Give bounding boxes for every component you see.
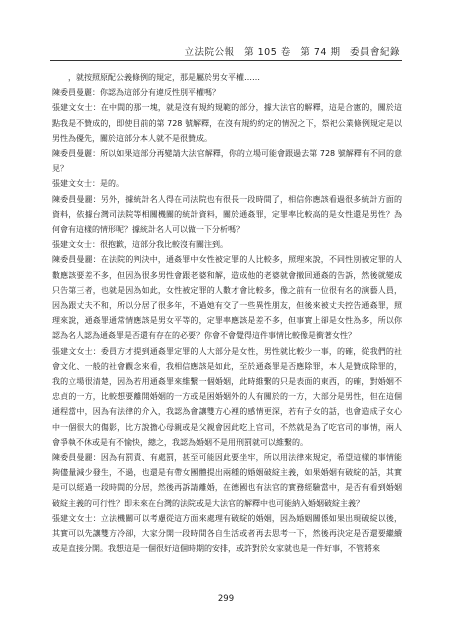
transcript-paragraph xyxy=(52,511,402,557)
speech-text: 立法機關可以考慮從這方面來處理有破綻的婚姻，因為婚姻關係如果出現破綻以後，其實可以先讓雙方冷卻，大家分開一段時間各自生活或者再去思考一下，然後再決定是否還要繼續或是直接分開。我想這是一個很好這個時期的安排，或許對於女家就也是一件好事，不管將來 xyxy=(52,513,402,554)
issue-label: 第 74 期 xyxy=(300,47,341,58)
speech-text: 另外，據統計名人得在司法院也有很長一段時間了，相信你應該看過很多統計方面的資料，依據台灣司法院等相關機關的統計資料，關於通姦罪，定罪率比較高的是女性還是男性？為何會有這樣的情形呢？據統計名人可以做一下分析嗎？ xyxy=(52,194,402,235)
speech-text: ，就按照原配公義條例的規定，那是屬於男女平權…… xyxy=(68,73,260,82)
speech-text: 很抱歉，這部分我比較沒有關注到。 xyxy=(100,240,228,250)
volume-label: 第 105 卷 xyxy=(244,47,291,58)
transcript-paragraph xyxy=(52,192,402,238)
speech-text: 是的。 xyxy=(100,179,124,189)
transcript-paragraph xyxy=(52,176,402,191)
transcript-body xyxy=(52,70,402,557)
speech-text: 因為有罰責、有處罰，甚至可能因此要坐牢，所以用法律來規定，希望這樣的事情能夠儘量減少發生，不過，也還是有帶女團體提出兩種的婚姻破綻主義，如果婚姻有破綻的話，其實是可以經過一段時間的分居，然後再訴請離婚，在德國也有法官的實務經驗當中，是否有看到婚姻破綻主義的可行性？即未來在台灣的法院或是大法官的解釋中也可能納入婚姻破綻主義？ xyxy=(52,453,402,508)
transcript-paragraph xyxy=(52,344,402,450)
speaker-label: 陳委員曼麗： xyxy=(52,453,101,463)
speech-text: 你認為這部分有違反性別平權嗎？ xyxy=(100,88,220,98)
speaker-label: 張建文女士： xyxy=(52,103,101,113)
speaker-label: 張建文女士： xyxy=(52,346,101,356)
speaker-label: 張建文女士： xyxy=(52,179,100,189)
transcript-paragraph xyxy=(52,85,402,100)
speech-text: 委員方才提到通姦罪定罪的人大部分是女性，男性就比較少一事，的確，從我們的社會文化、一般的社會觀念來看，我相信應該是如此，至於通姦罪是否應除罪，本人是贊成除罪的，我的立場很清楚，因為若用通姦罪來維繫一個婚姻，此時維繫的只是表面的東西，的確，對婚姻不忠貞的一方，比較想要離開婚姻的一方或是困婚姻外的人有關於的一方，大部分是男性，但在這個通程當中，因為有法律的介入，我認為會讓雙方心裡的感情更深，若有子女的話，也會造成子女心中一個很大的傷影，比方說擔心母親或是父親會因此吃上官司，不然就是為了吃官司的事情，兩人會爭執不休或是有不愉快，總之，我認為婚姻不是用刑罰就可以維繫的。 xyxy=(52,346,402,447)
speech-text: 在法院的判決中，通姦罪中女性被定罪的人比較多，照理來說，不同性別被定罪的人數應該要差不多，但因為很多男性會跟老婆和解，造成他的老婆就會撤回通姦的告訴，然後就變成只告第三者，也就是因為如此，女性被定罪的人數才會比較多，像之前有一位很有名的演藝人員，因為跟丈夫不和，所以分居了很多年，不過她有交了一些異性朋友，但後來被丈夫控告通姦罪，照理來說，通姦罪通常情應該是男女平等的，定罪率應該是差不多，但事實上卻是女性為多，所以你認為名人認為通姦罪是否還有存在的必要？你會不會覺得這件事情比較像是衝著女性？ xyxy=(52,255,402,341)
section-label: 委員會紀錄 xyxy=(349,47,400,58)
page-number: 299 xyxy=(217,594,235,604)
header-rule xyxy=(50,60,402,61)
transcript-paragraph xyxy=(52,450,402,511)
speaker-label: 張建文女士： xyxy=(52,513,101,523)
publication-title: 立法院公報 xyxy=(184,47,235,58)
speaker-label: 張建文女士： xyxy=(52,240,100,250)
transcript-paragraph xyxy=(52,100,402,146)
transcript-paragraph xyxy=(52,70,402,85)
speaker-label: 陳委員曼麗： xyxy=(52,149,101,159)
transcript-paragraph xyxy=(52,252,402,343)
speech-text: 所以如果這部分再變請大法官解釋，你的立場可能會跟過去第 728 號解釋有不同的意見？ xyxy=(52,149,402,174)
running-header xyxy=(179,44,400,58)
speaker-label: 陳委員曼麗： xyxy=(52,88,100,98)
transcript-paragraph xyxy=(52,237,402,252)
speaker-label: 陳委員曼麗： xyxy=(52,194,101,204)
speech-text: 在中間的那一塊，就是沒有規約規範的部分，據大法官的解釋，這是合憲的，關於這點我是不贊成的，即使目前的第 728 號解釋，在沒有規約約定的情況之下，祭祀公業條例規定是以男性為優先，關於這部分本人就不是很贊成。 xyxy=(52,103,402,143)
speaker-label: 陳委員曼麗： xyxy=(52,255,101,265)
transcript-paragraph xyxy=(52,146,402,176)
